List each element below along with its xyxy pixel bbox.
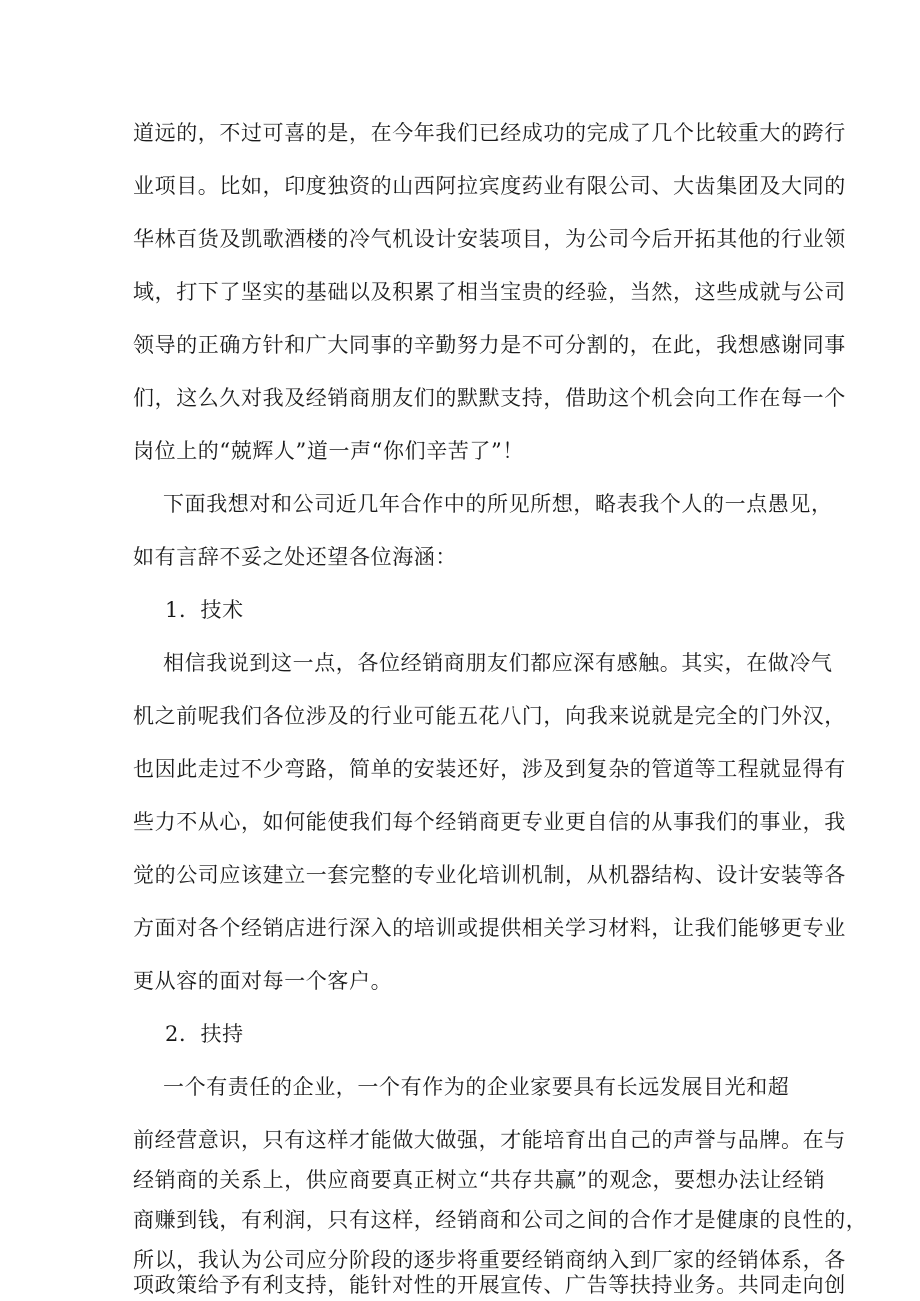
paragraph-line: 域，打下了坚实的基础以及积累了相当宝贵的经验，当然，这些成就与公司 (133, 280, 846, 304)
paragraph-line: 所以，我认为公司应分阶段的逐步将重要经销商纳入到厂家的经销体系，各 (133, 1248, 846, 1272)
section-heading-support: 2．扶持 (165, 1022, 244, 1046)
paragraph-line: 经销商的关系上，供应商要真正树立“共存共赢”的观念，要想办法让经销 (133, 1168, 826, 1192)
paragraph-line: 一个有责任的企业，一个有作为的企业家要具有长远发展目光和超 (163, 1075, 790, 1099)
paragraph-line: 觉的公司应该建立一套完整的专业化培训机制，从机器结构、设计安装等各 (133, 863, 846, 887)
paragraph-line: 前经营意识，只有这样才能做大做强，才能培育出自己的声誉与品牌。在与 (133, 1128, 846, 1152)
paragraph-line: 方面对各个经销店进行深入的培训或提供相关学习材料，让我们能够更专业 (133, 916, 846, 940)
paragraph-line: 业项目。比如，印度独资的山西阿拉宾度药业有限公司、大齿集团及大同的 (133, 174, 846, 198)
paragraph-line: 华林百货及凯歌酒楼的冷气机设计安装项目，为公司今后开拓其他的行业领 (133, 227, 846, 251)
paragraph-line: 也因此走过不少弯路，简单的安装还好，涉及到复杂的管道等工程就显得有 (133, 757, 846, 781)
section-heading-technology: 1．技术 (165, 598, 244, 622)
paragraph-line: 相信我说到这一点，各位经销商朋友们都应深有感触。其实，在做冷气 (163, 651, 833, 675)
paragraph-line: 些力不从心，如何能使我们每个经销商更专业更自信的从事我们的事业，我 (133, 810, 846, 834)
paragraph-line: 们，这么久对我及经销商朋友们的默默支持，借助这个机会向工作在每一个 (133, 386, 846, 410)
paragraph-line: 岗位上的“兢辉人”道一声“你们辛苦了”！ (133, 439, 524, 463)
paragraph-line: 如有言辞不妥之处还望各位海涵： (133, 545, 457, 569)
paragraph-line: 领导的正确方针和广大同事的辛勤努力是不可分割的，在此，我想感谢同事 (133, 333, 846, 357)
paragraph-line: 下面我想对和公司近几年合作中的所见所想，略表我个人的一点愚见， (163, 492, 833, 516)
paragraph-line: 道远的，不过可喜的是，在今年我们已经成功的完成了几个比较重大的跨行 (133, 121, 846, 145)
paragraph-line: 机之前呢我们各位涉及的行业可能五花八门，向我来说就是完全的门外汉， (133, 704, 846, 728)
paragraph-line: 项政策给予有利支持，能针对性的开展宣传、广告等扶持业务。共同走向创 (133, 1273, 846, 1297)
paragraph-line: 商赚到钱，有利润，只有这样，经销商和公司之间的合作才是健康的良性的， (133, 1208, 868, 1232)
paragraph-line: 更从容的面对每一个客户。 (133, 969, 393, 993)
